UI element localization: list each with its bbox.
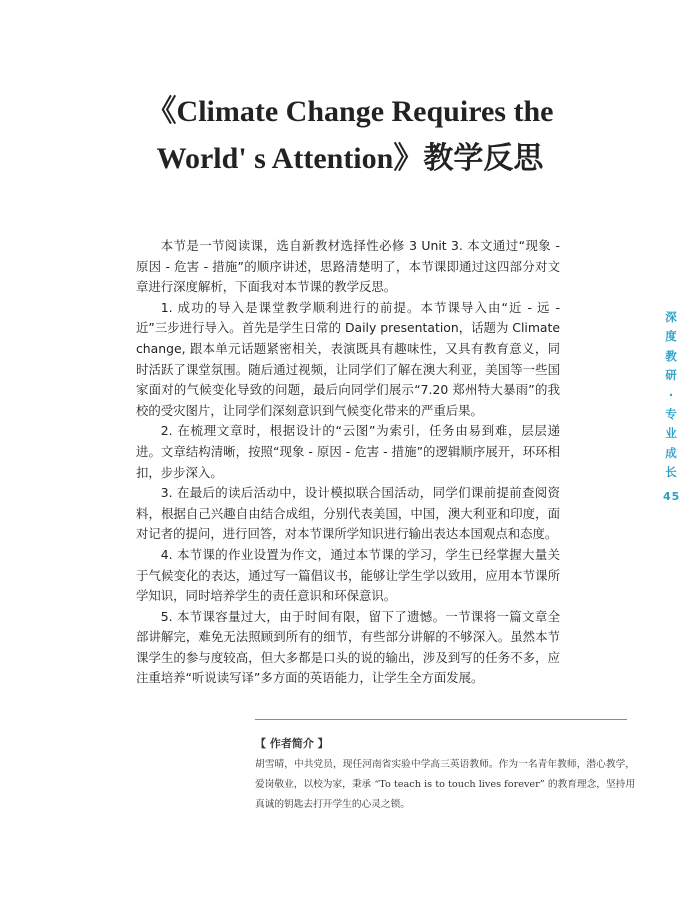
section-char: 成 — [665, 445, 677, 460]
page-number: 45 — [663, 489, 681, 503]
section-divider — [255, 719, 627, 720]
paragraph-point-2: 2. 在梳理文章时，根据设计的“云图”为索引，任务由易到难，层层递进。文章结构清晰，按照“现象 - 原因 - 危害 - 措施”的逻辑顺序展开，环环相扣，步步深入。 — [136, 423, 560, 480]
author-heading: 【 作者简介 】 — [255, 737, 329, 750]
author-profile — [255, 735, 635, 815]
section-char: 深 — [665, 310, 677, 324]
section-char: 业 — [665, 426, 677, 441]
section-char: 度 — [665, 329, 677, 344]
section-char: 研 — [665, 368, 677, 383]
paragraph-point-4: 4. 本节课的作业设置为作文，通过本节课的学习，学生已经掌握大量关于气候变化的表达，通过写一篇倡议书，能够让学生学以致用，应用本节课所学知识，同时培养学生的责任意识和环保意识。 — [136, 546, 560, 604]
article-title — [90, 88, 610, 182]
title-line-1: 《Climate Change Requires the — [146, 95, 554, 128]
section-char: 专 — [665, 407, 677, 422]
title-line-2: World' s Attention》教学反思 — [156, 142, 544, 175]
section-char: 教 — [665, 348, 677, 363]
section-side-tab — [663, 308, 679, 506]
paragraph-point-1: 1. 成功的导入是课堂教学顺利进行的前提。本节课导入由“近 - 远 - 近”三步进行导入。首先是学生日常的 Daily presentation，话题为 Climate change, 跟本单元话题紧密相关，表演既具有趣味性，又具有教育意义，同时活跃了课堂氛围。随后通过视频，让同学们了解在澳大利亚，美国等一些国家面对的气候变化导致的问题，最后向同学们展示“7.20 郑州特大暴雨”的我校的受灾图片，让同学们深刻意识到气候变化带来的严重后果。 — [136, 299, 560, 418]
author-bio: 胡雪晴，中共党员，现任河南省实验中学高三英语教师。作为一名青年教师，潜心教学，爱岗敬业，以校为家，秉承 “To teach is to touch lives forever” 的教育理念，坚持用真诚的钥匙去打开学生的心灵之锁。 — [255, 759, 635, 810]
paragraph-point-3: 3. 在最后的读后活动中，设计模拟联合国活动，同学们课前提前查阅资料，根据自己兴趣自由结合成组，分别代表美国，中国，澳大利亚和印度，面对记者的提问，进行回答，对本节课所学知识进行输出表达本国观点和态度。 — [136, 485, 560, 542]
paragraph-point-5: 5. 本节课容量过大，由于时间有限，留下了遗憾。一节课将一篇文章全部讲解完，难免无法照顾到所有的细节，有些部分讲解的不够深入。虽然本节课学生的参与度较高，但大多都是口头的说的输出，涉及到写的任务不多，应注重培养“听说读写译”多方面的英语能力，让学生全方面发展。 — [136, 608, 560, 686]
paragraph-intro: 本节是一节阅读课，选自新教材选择性必修 3 Unit 3. 本文通过“现象 - 原因 - 危害 - 措施”的顺序讲述，思路清楚明了，本节课即通过这四部分对文章进行深度解析，下面我对本节课的教学反思。 — [136, 238, 560, 295]
section-char: · — [668, 387, 674, 402]
article-body — [136, 236, 560, 689]
section-char: 长 — [665, 465, 677, 480]
